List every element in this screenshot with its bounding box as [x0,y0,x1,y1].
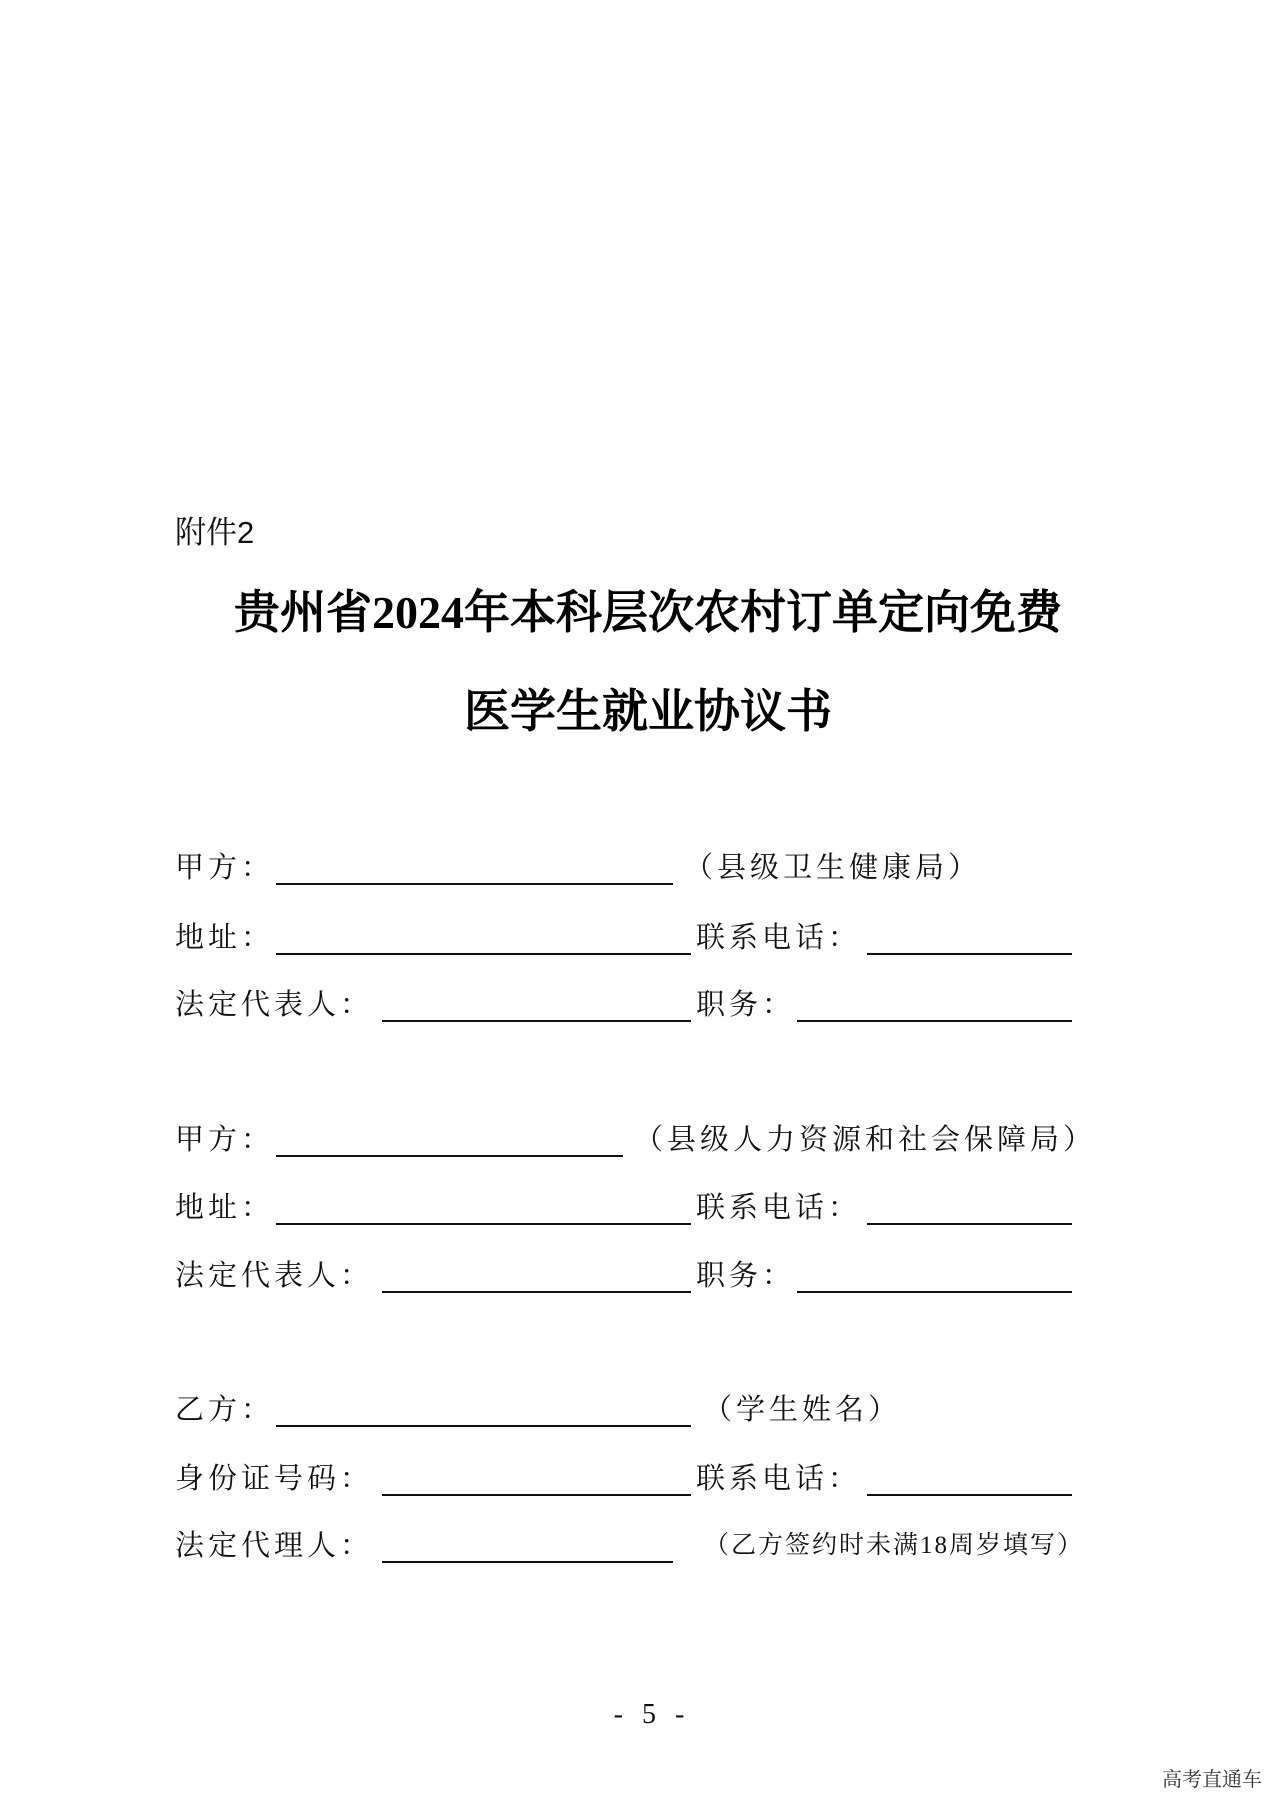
party-b-row [0,1390,1280,1430]
guardian-note: （乙方签约时未满18周岁填写） [704,1532,1085,1559]
position-blank [797,1291,1072,1293]
party-a-hr-row [0,1120,1280,1160]
phone-label: 联系电话： [696,1463,862,1495]
party-a-health-rep-row [0,985,1280,1025]
watermark-text: 高考直通车 [1162,1769,1262,1791]
id-number-blank [382,1494,691,1496]
party-b-label: 乙方： [175,1394,275,1426]
party-a-label: 甲方： [175,852,275,884]
party-b-name-blank [276,1425,691,1427]
party-a-note: （县级卫生健康局） [684,852,982,884]
legal-rep-blank [382,1291,691,1293]
page-number: - 5 - [613,1699,691,1730]
address-blank [276,953,691,955]
party-a-note: （县级人力资源和社会保障局） [634,1124,1097,1156]
party-b-guardian-row [0,1526,1280,1566]
title-line-1: 贵州省2024年本科层次农村订单定向免费 [234,587,1062,638]
guardian-blank [382,1561,673,1563]
guardian-label: 法定代理人： [175,1530,374,1562]
party-a-health-row [0,848,1280,888]
address-label: 地址： [175,1192,275,1224]
address-blank [276,1223,691,1225]
party-a-name-blank [276,883,673,885]
position-blank [797,1020,1072,1022]
phone-blank [867,953,1072,955]
legal-rep-label: 法定代表人： [175,989,374,1021]
party-a-name-blank [276,1155,623,1157]
phone-label: 联系电话： [696,922,862,954]
party-b-id-row [0,1459,1280,1499]
phone-blank [867,1494,1072,1496]
party-a-hr-rep-row [0,1256,1280,1296]
phone-blank [867,1223,1072,1225]
position-label: 职务： [696,1260,796,1292]
party-a-hr-address-row [0,1188,1280,1228]
phone-label: 联系电话： [696,1192,862,1224]
legal-rep-blank [382,1020,691,1022]
title-line-2: 医学生就业协议书 [464,686,832,737]
legal-rep-label: 法定代表人： [175,1260,374,1292]
position-label: 职务： [696,989,796,1021]
attachment-label: 附件2 [175,515,255,550]
party-a-label: 甲方： [175,1124,275,1156]
address-label: 地址： [175,922,275,954]
party-b-note: （学生姓名） [703,1394,902,1426]
id-number-label: 身份证号码： [175,1463,374,1495]
party-a-health-address-row [0,918,1280,958]
